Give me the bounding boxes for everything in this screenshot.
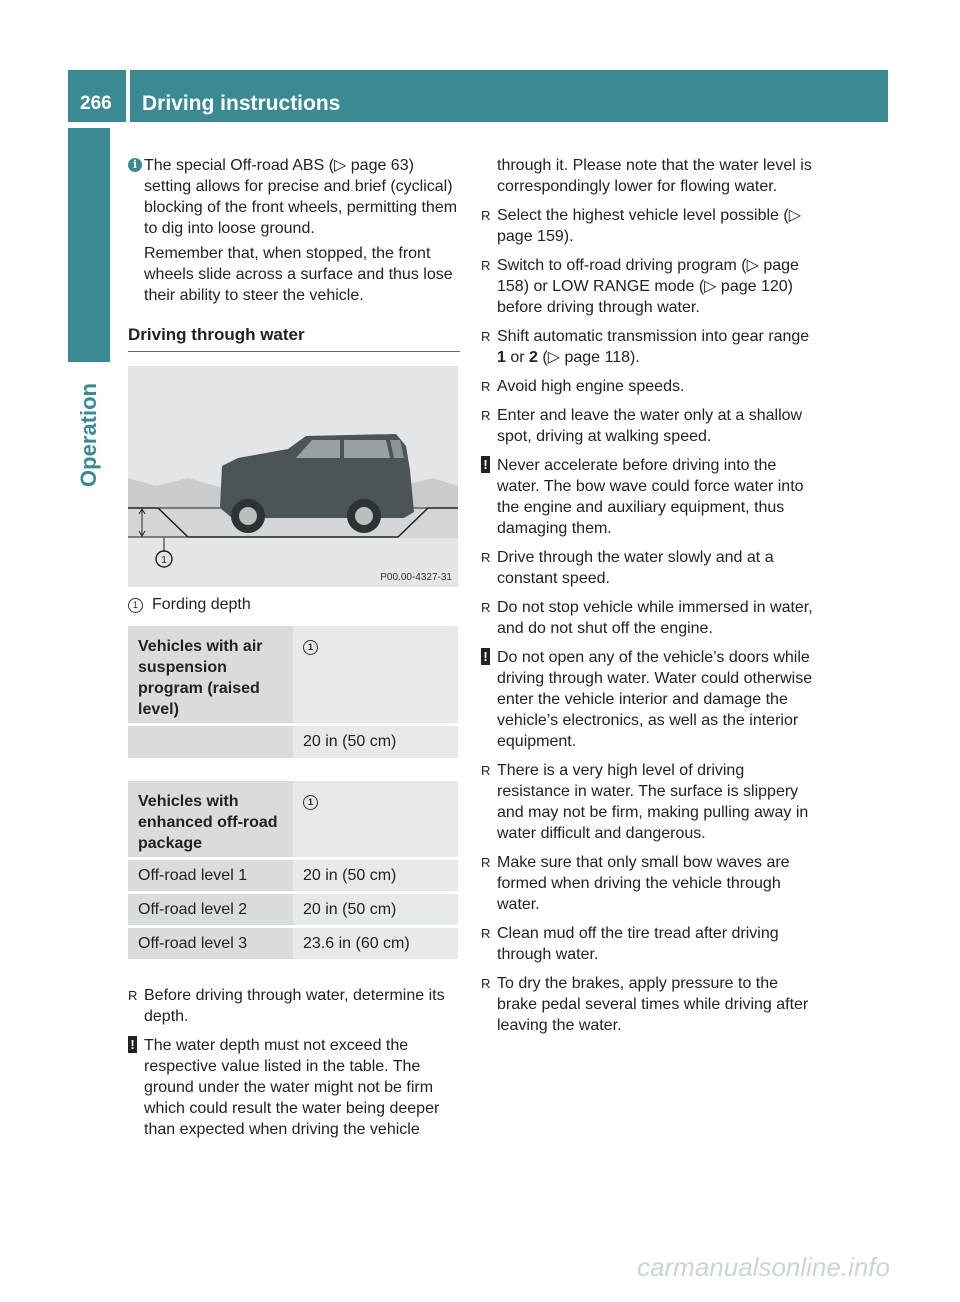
table2-row-label: Off-road level 1 <box>128 860 293 891</box>
warning-icon: ! <box>481 456 490 473</box>
list-item: R Shift automatic transmission into gear range 1 or 2 (▷ page 118). <box>481 326 815 368</box>
info-note-text-2: Remember that, when stopped, the front wheels slide across a surface and thus lose their ability to steer the vehicle. <box>144 245 453 304</box>
list-item: R Clean mud off the tire tread after driving through water. <box>481 923 815 965</box>
table2-row-label: Off-road level 3 <box>128 928 293 959</box>
left-column-bottom <box>128 985 462 1140</box>
fording-depth-figure <box>128 366 458 587</box>
table2-header-right: 1 <box>293 781 458 857</box>
table1-header-right: 1 <box>293 626 458 723</box>
list-item: R Enter and leave the water only at a shallow spot, driving at walking speed. <box>481 405 815 447</box>
list-item: R Drive through the water slowly and at a constant speed. <box>481 547 815 589</box>
side-tab-label: Operation <box>76 383 101 487</box>
table1-cell-empty <box>128 726 293 758</box>
table-row <box>128 894 458 925</box>
side-tab-block <box>68 128 110 362</box>
left-column-top <box>128 155 460 352</box>
table2-row-value: 23.6 in (60 cm) <box>293 928 458 959</box>
footer-watermark: carmanualsonline.info <box>637 1252 890 1282</box>
info-icon: i <box>128 158 142 172</box>
warning-text-2: Never accelerate before driving into the water. The bow wave could force water into the engine and auxiliary equipment, thus damaging them. <box>497 457 804 537</box>
list-item: R To dry the brakes, apply pressure to the brake pedal several times while driving after leaving the water. <box>481 973 815 1036</box>
page-number: 266 <box>68 70 126 122</box>
page-title: Driving instructions <box>130 70 888 122</box>
caption-text: Fording depth <box>152 596 251 613</box>
info-note-text: The special Off-road ABS (▷ page 63) setting allows for precise and brief (cyclical) blocking of the front wheels, permitting them to dig into loose ground. <box>144 157 458 237</box>
table1-header-left: Vehicles with air suspension program (raised level) <box>128 626 293 723</box>
section-rule <box>128 351 460 352</box>
section-title: Driving through water <box>128 325 305 344</box>
warning-note-2 <box>481 455 815 539</box>
table2-row-value: 20 in (50 cm) <box>293 894 458 925</box>
figure-caption <box>128 596 251 614</box>
figure-callout: 1 <box>161 555 167 566</box>
list-item: R Avoid high engine speeds. <box>481 376 815 397</box>
list-item: R Select the highest vehicle level possible (▷ page 159). <box>481 205 815 247</box>
warning-text-3: Do not open any of the vehicle’s doors while driving through water. Water could otherwise enter the vehicle interior and damage the vehicle’s electronics, as well as the interior equipment. <box>497 649 813 750</box>
table2-header-left: Vehicles with enhanced off-road package <box>128 781 293 857</box>
list-item: R Make sure that only small bow waves are formed when driving the vehicle through water. <box>481 852 815 915</box>
list-item: R Before driving through water, determine its depth. <box>128 985 462 1027</box>
warning-icon: ! <box>481 648 490 665</box>
caption-marker: 1 <box>128 598 143 613</box>
table2-row-label: Off-road level 2 <box>128 894 293 925</box>
warning-text-1: The water depth must not exceed the respective value listed in the table. The ground under the water might not be firm which could result the water being deeper than expected when driving the vehicle <box>144 1037 440 1138</box>
table-row <box>128 860 458 891</box>
warning-note-1 <box>128 1035 462 1140</box>
car-in-water-illustration <box>128 366 458 587</box>
info-note <box>128 155 460 306</box>
table1-value: 20 in (50 cm) <box>293 726 458 758</box>
table2-row-value: 20 in (50 cm) <box>293 860 458 891</box>
warning-icon: ! <box>128 1036 137 1053</box>
figure-code: P00.00-4327-31 <box>380 572 452 583</box>
continued-text: through it. Please note that the water level is correspondingly lower for flowing water. <box>497 157 812 195</box>
list-item: R Switch to off-road driving program (▷ page 158) or LOW RANGE mode (▷ page 120) before driving through water. <box>481 255 815 318</box>
list-item: R There is a very high level of driving resistance in water. The surface is slippery and may not be firm, making pulling away in water difficult and dangerous. <box>481 760 815 844</box>
right-column <box>481 155 815 1036</box>
table-row <box>128 928 458 959</box>
list-item: R Do not stop vehicle while immersed in water, and do not shut off the engine. <box>481 597 815 639</box>
warning-note-3 <box>481 647 815 752</box>
fording-table-air-suspension <box>128 626 458 758</box>
fording-table-offroad <box>128 781 458 959</box>
